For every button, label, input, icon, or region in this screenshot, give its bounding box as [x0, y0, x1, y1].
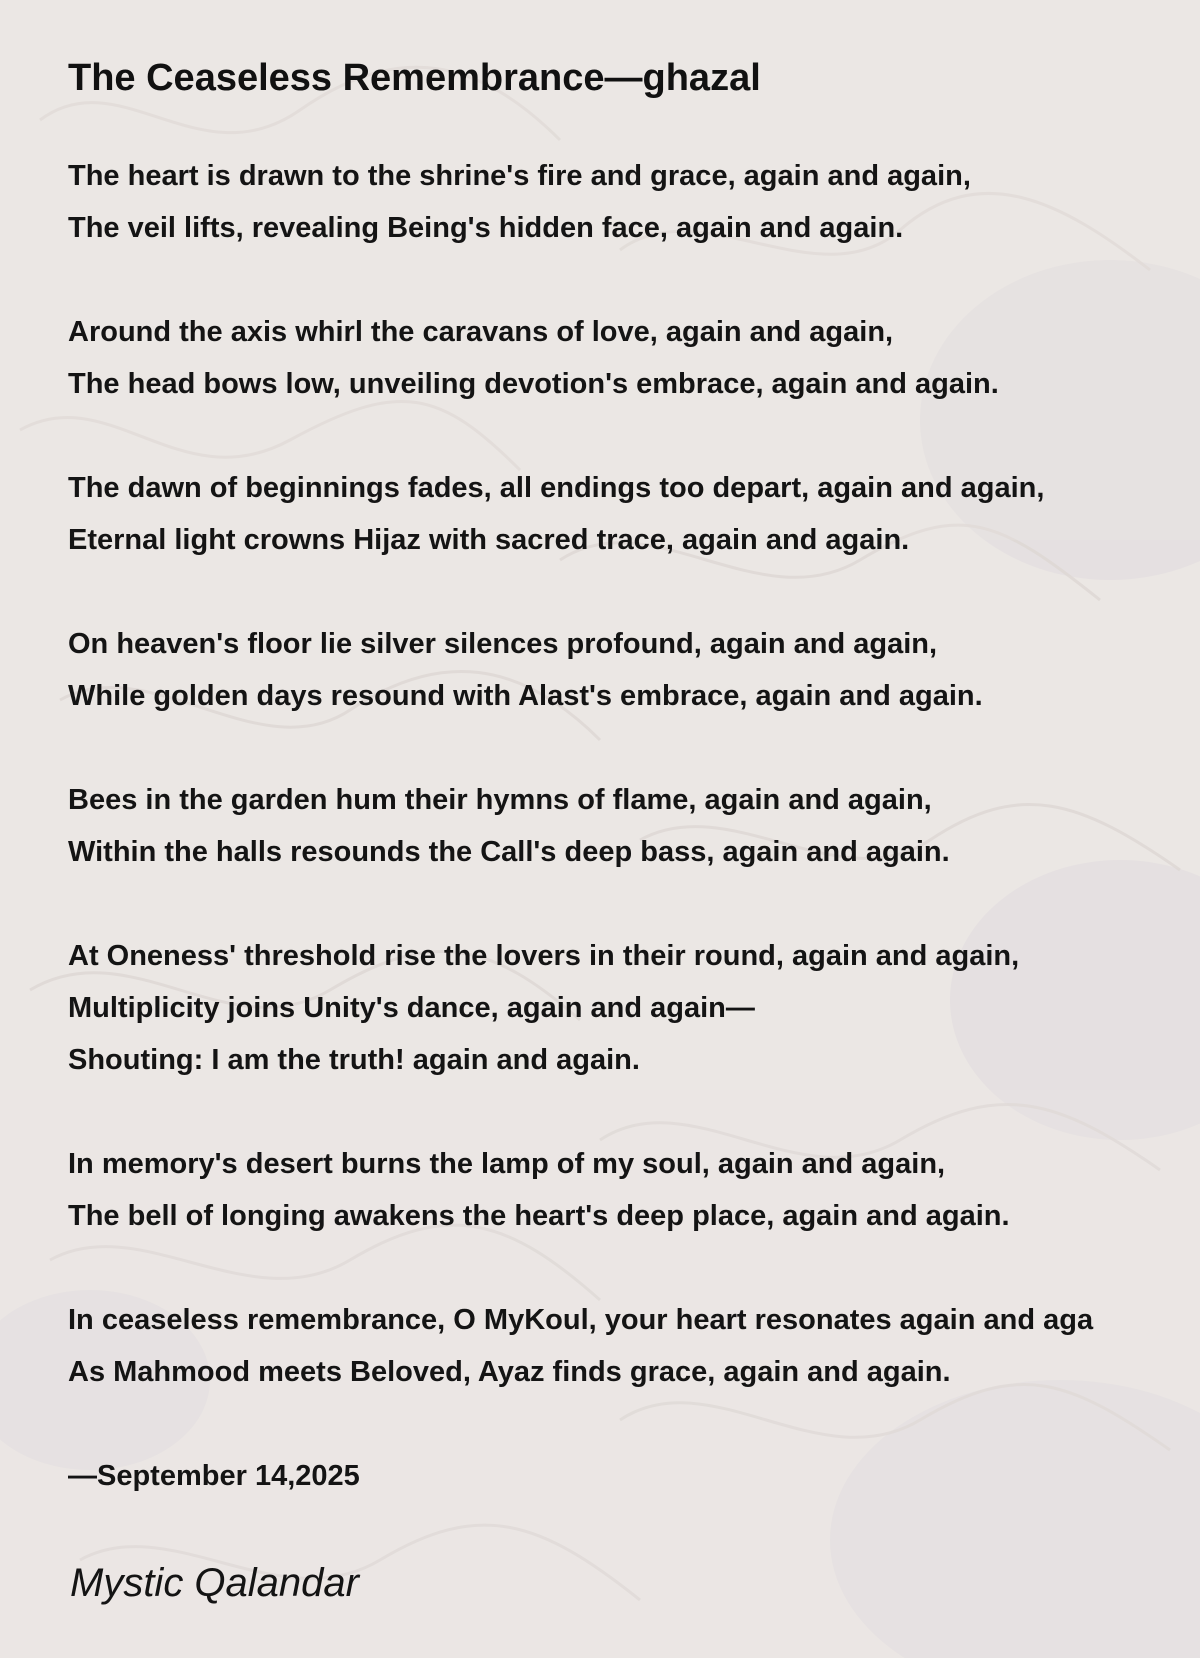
- stanza: [68, 930, 1200, 1086]
- poem-line: The heart is drawn to the shrine's fire and grace, again and again,: [68, 160, 971, 192]
- poem-line: In ceaseless remembrance, O MyKoul, your heart resonates again and aga: [68, 1304, 1094, 1336]
- stanza: [68, 774, 1200, 878]
- stanza: [68, 306, 1200, 410]
- poem-line: The bell of longing awakens the heart's deep place, again and again.: [68, 1200, 1010, 1232]
- poem-line: Bees in the garden hum their hymns of flame, again and again,: [68, 784, 932, 816]
- stanza: [68, 618, 1200, 722]
- poem-line: On heaven's floor lie silver silences profound, again and again,: [68, 628, 938, 660]
- poem-line: At Oneness' threshold rise the lovers in their round, again and again,: [68, 940, 1020, 972]
- poem-line: Shouting: I am the truth! again and again.: [68, 1044, 640, 1076]
- stanza: [68, 462, 1200, 566]
- stanza: [68, 1294, 1200, 1398]
- poem-date: —September 14,2025: [68, 1460, 360, 1492]
- stanza: [68, 150, 1200, 254]
- poem-body: [68, 150, 1200, 1450]
- poem-line: The dawn of beginnings fades, all endings too depart, again and again,: [68, 472, 1045, 504]
- poem-line: The head bows low, unveiling devotion's embrace, again and again.: [68, 368, 999, 400]
- poem-line: The veil lifts, revealing Being's hidden face, again and again.: [68, 212, 904, 244]
- poem-author: Mystic Qalandar: [70, 1561, 359, 1605]
- stanza: [68, 1138, 1200, 1242]
- poem-line: Eternal light crowns Hijaz with sacred trace, again and again.: [68, 524, 910, 556]
- poem-line: Around the axis whirl the caravans of love, again and again,: [68, 316, 894, 348]
- poem-line: Within the halls resounds the Call's deep bass, again and again.: [68, 836, 950, 868]
- poem-title: The Ceaseless Remembrance—ghazal: [68, 57, 761, 99]
- poem-line: In memory's desert burns the lamp of my soul, again and again,: [68, 1148, 946, 1180]
- poem-line: While golden days resound with Alast's embrace, again and again.: [68, 680, 983, 712]
- poem-line: Multiplicity joins Unity's dance, again and again—: [68, 992, 755, 1024]
- poem-line: As Mahmood meets Beloved, Ayaz finds grace, again and again.: [68, 1356, 951, 1388]
